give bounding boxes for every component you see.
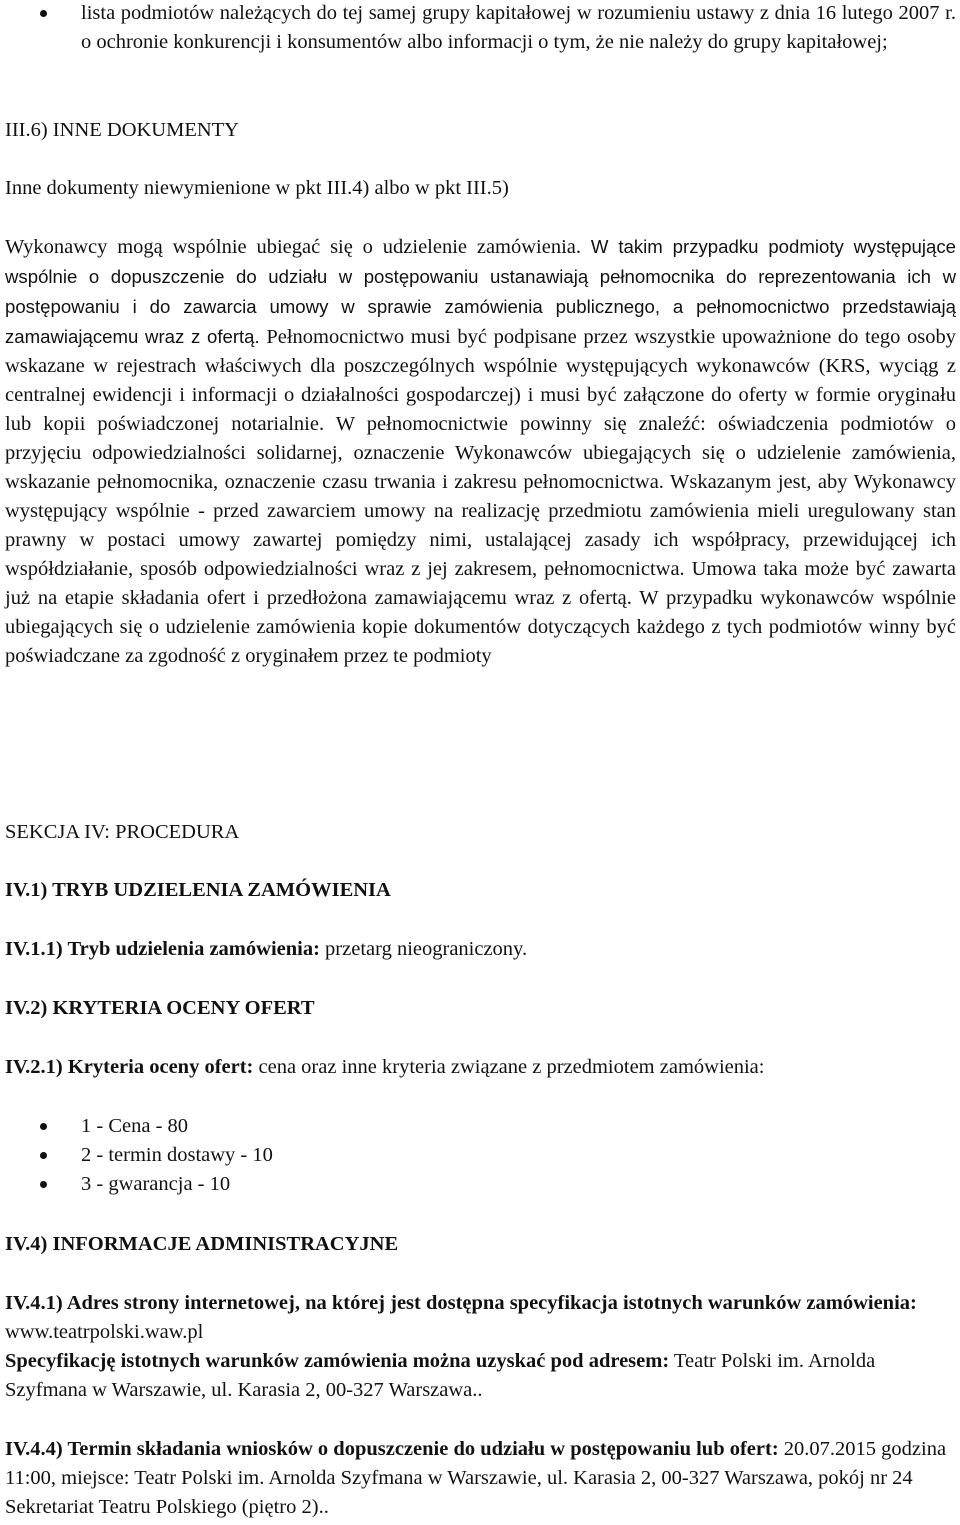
list-item <box>5 0 956 57</box>
procedure-mode-value: przetarg nieograniczony. <box>319 938 528 960</box>
heading-iv-1-text: IV.1) TRYB UDZIELENIA ZAMÓWIENIA <box>5 879 391 901</box>
other-documents-line: Inne dokumenty niewymienione w pkt III.4) albo w pkt III.5) <box>5 177 509 199</box>
deadline-value: 20.07.2015 godzina 11:00, miejsce: Teatr Polski im. Arnolda Szyfmana w Warszawie, ul. Karasia 2, 00-327 Warszawa, pokój nr 24 Sekretariat Teatru Polskiego (piętro 2).. <box>5 1438 947 1518</box>
heading-iv-2-text: IV.2) KRYTERIA OCENY OFERT <box>5 997 315 1019</box>
website-line <box>5 1289 956 1405</box>
list-item <box>5 1141 956 1170</box>
criterion-text: 1 - Cena - 80 <box>81 1115 189 1137</box>
list-item-text: lista podmiotów należących do tej samej grupy kapitałowej w rozumieniu ustawy z dnia 16 lutego 2007 r. o ochronie konkurencji i konsumentów albo informacji o tym, że nie należy do grupy kapitałowej; <box>81 2 956 53</box>
heading-iv-2 <box>5 994 956 1023</box>
group-list-bullet <box>5 0 956 57</box>
website-value: www.teatrpolski.waw.pl <box>5 1321 204 1343</box>
list-item <box>5 1112 956 1141</box>
criteria-value: cena oraz inne kryteria związane z przedmiotem zamówienia: <box>253 1056 765 1078</box>
deadline-line <box>5 1435 956 1522</box>
heading-iii-6: III.6) INNE DOKUMENTY <box>5 119 239 141</box>
bullet-dot-icon <box>40 1123 47 1130</box>
website-label: IV.4.1) Adres strony internetowej, na której jest dostępna specyfikacja istotnych warunków zamówienia: <box>5 1292 917 1314</box>
consortium-sans-text: W takim przypadku podmioty występujące wspólnie o dopuszczenie do udziału w postępowaniu ustanawiają pełnomocnika do reprezentowania ich w postępowaniu i do zawarcia umowy w sprawie zamówienia publicznego, a pełnomocnictwo przedstawiają zamawiającemu wraz z ofertą. <box>5 236 956 347</box>
list-item <box>5 1170 956 1199</box>
heading-iv-4-text: IV.4) INFORMACJE ADMINISTRACYJNE <box>5 1233 399 1255</box>
criterion-text: 2 - termin dostawy - 10 <box>81 1144 273 1166</box>
heading-iv-1 <box>5 876 956 905</box>
criteria-list <box>5 1112 956 1199</box>
consortium-serif-text: Pełnomocnictwo musi być podpisane przez wszystkie upoważnione do tego osoby wskazane w rejestrach właściwych dla poszczególnych wspólnie występujących wykonawców (KRS, wyciąg z centralnej ewidencji i informacji o działalności gospodarczej) i musi być załączone do oferty w formie oryginału lub kopii poświadczonej notarialnie. W pełnomocnictwie powinny się znaleźć: oświadczenia podmiotów o przyjęciu odpowiedzialności solidarnej, oznaczenie Wykonawców ubiegających się o udzielenie zamówienia, wskazanie pełnomocnika, oznaczenie czasu trwania i zakresu pełnomocnictwa. Wskazanym jest, aby Wykonawcy występujący wspólnie - przed zawarciem umowy na realizację przedmiotu zamówienia mieli uregulowany stan prawny w postaci umowy zawartej pomiędzy nimi, ustalającej zasady ich współpracy, przewidującej ich współdziałanie, sposób odpowiedzialności wraz z jej zakresem, pełnomocnictwa. Umowa taka może być zawarta już na etapie składania ofert i przedłożona zamawiającemu wraz z ofertą. W przypadku wykonawców wspólnie ubiegających się o udzielenie zamówienia kopie dokumentów dotyczących każdego z tych podmiotów winny być poświadczane za zgodność z oryginałem przez te podmioty <box>5 326 956 667</box>
consortium-lead: Wykonawcy mogą wspólnie ubiegać się o udzielenie zamówienia. <box>5 236 582 258</box>
procedure-mode-label: IV.1.1) Tryb udzielenia zamówienia: <box>5 938 320 960</box>
procedure-mode <box>5 935 956 964</box>
criteria-line <box>5 1053 956 1082</box>
bullet-dot-icon <box>40 10 47 17</box>
deadline-label: IV.4.4) Termin składania wniosków o dopuszczenie do udziału w postępowaniu lub ofert: <box>5 1438 779 1460</box>
siwz-label: Specyfikację istotnych warunków zamówienia można uzyskać pod adresem: <box>5 1350 670 1372</box>
consortium-paragraph <box>5 232 956 671</box>
criteria-label: IV.2.1) Kryteria oceny ofert: <box>5 1056 254 1078</box>
bullet-dot-icon <box>40 1181 47 1188</box>
bullet-dot-icon <box>40 1152 47 1159</box>
heading-iv-4 <box>5 1230 956 1259</box>
section-title: SEKCJA IV: PROCEDURA <box>5 821 240 843</box>
criterion-text: 3 - gwarancja - 10 <box>81 1173 231 1195</box>
siwz-value: Teatr Polski im. Arnolda Szyfmana w Warszawie, ul. Karasia 2, 00-327 Warszawa.. <box>5 1350 876 1401</box>
